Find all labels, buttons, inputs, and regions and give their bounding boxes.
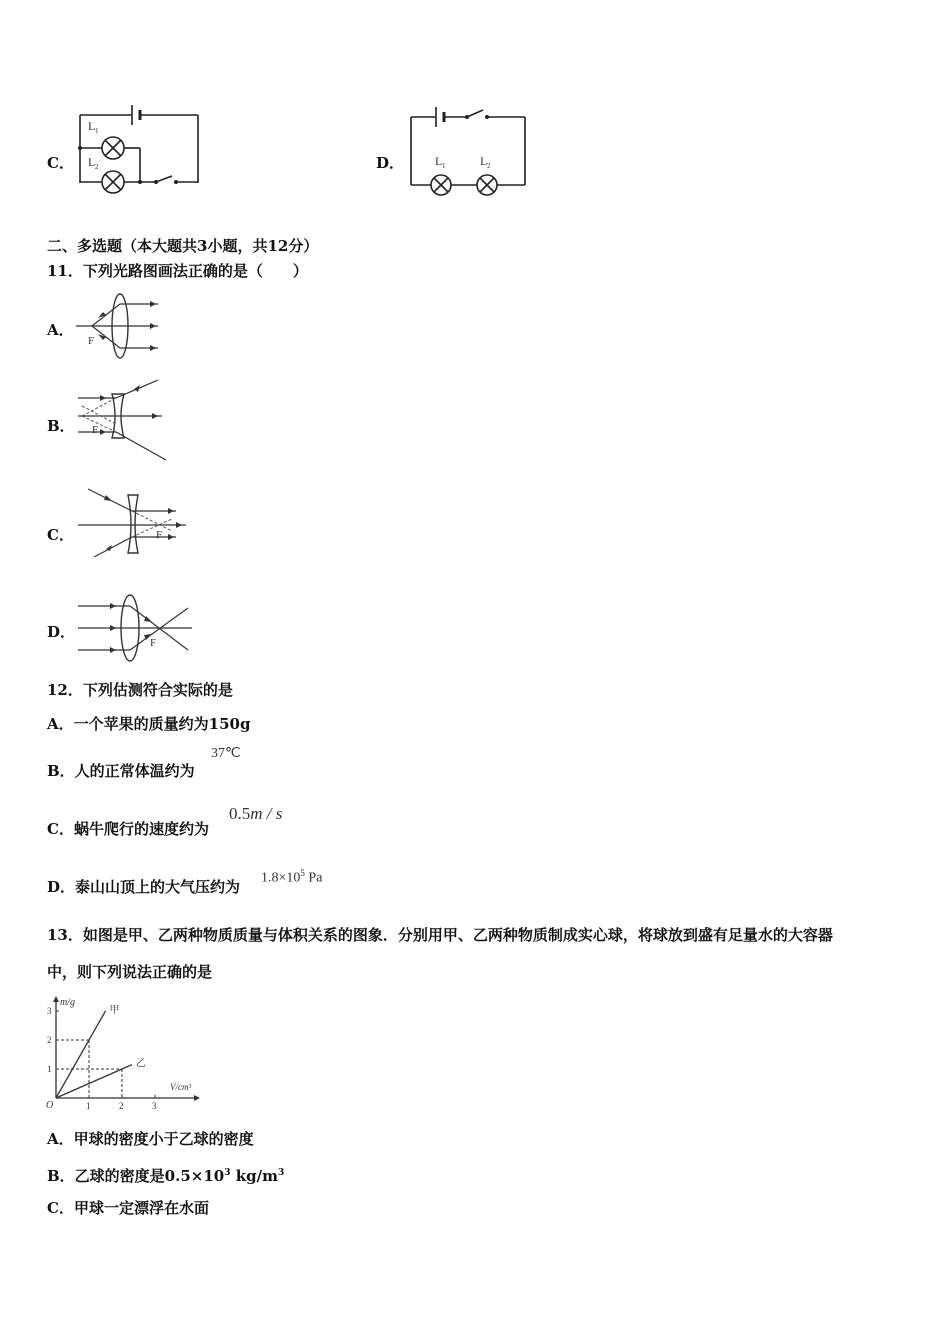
- q12-option-b[interactable]: B．人的正常体温约为: [47, 762, 195, 780]
- q12-option-d-exp: 5: [300, 868, 305, 878]
- q10-option-c-label[interactable]: C．: [47, 154, 74, 172]
- q11-option-c-label[interactable]: C．: [47, 526, 74, 544]
- q12-stem: 12．下列估测符合实际的是: [47, 681, 233, 699]
- x-tick-label: 3: [152, 1101, 157, 1111]
- series-label-1: 甲: [109, 1005, 120, 1016]
- chart-ylabel: m/g: [60, 997, 75, 1008]
- q11-stem: 11．下列光路图画法正确的是（ ）: [47, 262, 308, 280]
- q11-diagram-d: [72, 590, 198, 666]
- q12-option-d[interactable]: D．泰山山顶上的大气压约为: [47, 878, 241, 896]
- series-label-2: 乙: [135, 1058, 146, 1070]
- q11-option-a-label[interactable]: A．: [47, 321, 74, 339]
- bulb-l1-label: L: [88, 119, 96, 133]
- y-tick-label: 1: [47, 1064, 52, 1074]
- q12-option-a[interactable]: A．一个苹果的质量约为150g: [47, 715, 251, 733]
- q11-diagram-a: [72, 290, 162, 362]
- q13-option-b-pre: B．乙球的密度是0.5×10: [47, 1167, 225, 1185]
- chart-xlabel: V/cm³: [170, 1082, 192, 1092]
- bulb-l1-sub: 1: [95, 127, 99, 135]
- q12-option-d-value: [261, 868, 322, 887]
- q13-option-b-mid: kg/m: [235, 1167, 278, 1185]
- series-line-2: [56, 1065, 132, 1098]
- q12-option-b-value: 37℃: [211, 746, 241, 761]
- bulb-l2-sub-d: 2: [487, 162, 491, 170]
- q11-option-b-label[interactable]: B．: [47, 417, 75, 435]
- q10-circuit-c: [74, 98, 204, 196]
- x-tick-label: 2: [119, 1101, 124, 1111]
- q12-option-c[interactable]: C．蜗牛爬行的速度约为: [47, 820, 209, 838]
- bulb-l2-label-d: L: [480, 154, 488, 168]
- series-line-1: [56, 1011, 106, 1098]
- q12-option-d-num: 1.8×10: [261, 870, 301, 886]
- q12-option-c-num: 0.5: [229, 804, 251, 823]
- q13-stem-line2: 中，则下列说法正确的是: [47, 963, 213, 981]
- q13-chart: [42, 994, 202, 1114]
- section2-heading: 二、多选题（本大题共3小题，共12分）: [47, 237, 319, 255]
- q12-option-c-unit: m / s: [250, 804, 283, 823]
- q13-option-b-exp2: 3: [277, 1168, 285, 1178]
- q10-option-d-label[interactable]: D．: [376, 154, 405, 172]
- bulb-l1-sub-d: 1: [442, 162, 446, 170]
- q13-option-b-exp: 3: [224, 1168, 231, 1178]
- q13-option-a[interactable]: A．甲球的密度小于乙球的密度: [47, 1130, 254, 1148]
- q13-option-b[interactable]: [47, 1164, 284, 1185]
- q10-circuit-d: [405, 98, 533, 198]
- q12-option-d-unit: Pa: [308, 870, 323, 886]
- focus-label-b: F: [92, 424, 99, 436]
- q11-diagram-b: [72, 376, 172, 462]
- y-tick-label: 3: [47, 1006, 52, 1016]
- q11-option-d-label[interactable]: D．: [47, 623, 76, 641]
- focus-label-d: F: [150, 637, 157, 649]
- q12-option-c-value: [229, 804, 282, 824]
- focus-label-a: F: [88, 335, 95, 347]
- bulb-l1-label-d: L: [435, 154, 443, 168]
- q13-option-c[interactable]: C．甲球一定漂浮在水面: [47, 1199, 209, 1217]
- focus-label-c: F: [156, 529, 163, 541]
- chart-origin-label: O: [46, 1100, 54, 1111]
- bulb-l2-sub: 2: [95, 163, 99, 171]
- x-tick-label: 1: [86, 1101, 91, 1111]
- q11-diagram-c: [72, 485, 192, 565]
- y-tick-label: 2: [47, 1035, 52, 1045]
- bulb-l2-label: L: [88, 155, 96, 169]
- q13-stem-line1: 13．如图是甲、乙两种物质质量与体积关系的图象．分别用甲、乙两种物质制成实心球，将球放到盛有足量水的大容器: [47, 926, 833, 944]
